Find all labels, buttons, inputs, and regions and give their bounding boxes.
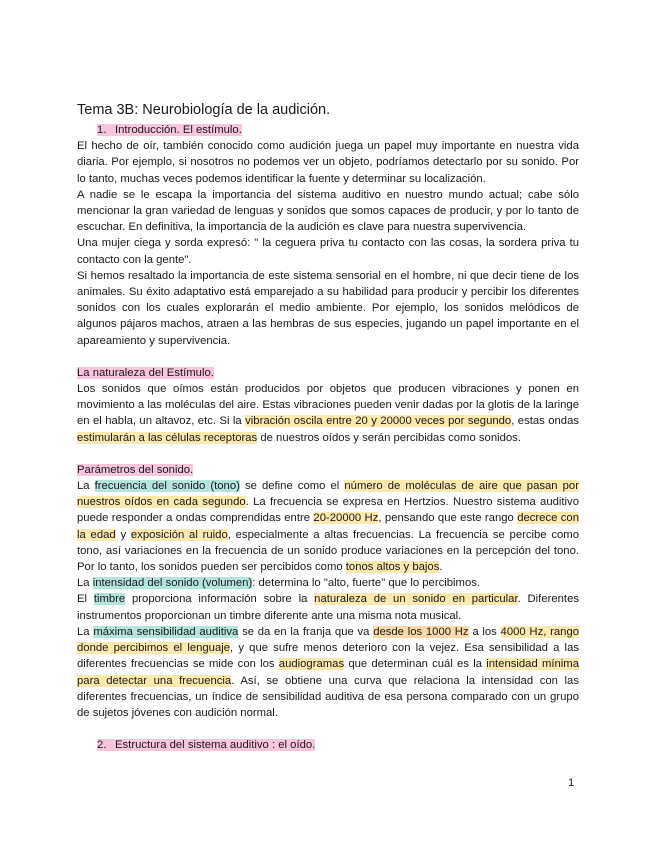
intro-paragraph-3: Una mujer ciega y sorda expresó: " la ceguera priva tu contacto con las cosas, la sordera priva tu contacto con la gente".	[77, 237, 579, 266]
intro-paragraph-2: A nadie se le escapa la importancia del sistema auditivo en nuestro mundo actual; cabe sólo mencionar la gran variedad de lenguas y sonidos que somos capaces de producir, y por lo tanto de escuchar. En definitiva, la importancia de la audición es clave para nuestra supervivencia.	[77, 188, 579, 234]
paragraph-naturaleza: Los sonidos que oímos están producidos por objetos que producen vibraciones y ponen en movimiento a las moléculas del aire. Estas vibraciones pueden venir dadas por la glotis de la laringe en el habla, un altavoz, etc. Si la vibración oscila entre 20 y 20000 veces por segundo, estas ondas estimularán a las células receptoras de nuestros oídos y serán percibidas como sonidos.	[77, 383, 579, 444]
section-number: 2.	[97, 739, 107, 752]
highlight: exposición al ruido	[130, 528, 228, 541]
highlight: timbre	[93, 593, 126, 606]
subheading-naturaleza: La naturaleza del Estímulo.	[77, 366, 214, 379]
highlight: intensidad mínima para detectar una frecuencia	[77, 658, 579, 687]
highlight: audiogramas	[278, 658, 345, 671]
highlight: estimularán a las células receptoras	[77, 431, 258, 444]
intro-paragraph-1: El hecho de oír, también conocido como audición juega un papel muy importante en nuestra vida diaria. Por ejemplo, si nosotros no podemos ver un objeto, podríamos detectarlo por su sonido. Por lo tanto, muchas veces podemos identificar la fuente y determinar su localización.	[77, 140, 579, 185]
section-number: 1.	[97, 124, 107, 136]
highlight: intensidad del sonido (volumen)	[92, 577, 253, 590]
subheading-parametros: Parámetros del sonido.	[77, 463, 194, 476]
section-heading-2	[97, 737, 579, 753]
paragraph-sensibilidad: La máxima sensibilidad auditiva se da en la franja que va desde los 1000 Hz a los 4000 Hz, rango donde percibimos el lenguaje, y que sufre menos deterioro con la vejez. Esa sensibilidad a las diferentes frecuencias se mide con los audiogramas que determinan cuál es la intensidad mínima para detectar una frecuencia. Así, se obtiene una curva que relaciona la intensidad con las diferentes frecuencias, un índice de sensibilidad auditiva de esa persona comparado con un grupo de sujetos jóvenes con audición normal.	[77, 625, 580, 719]
section-label: Introducción. El estímulo.	[115, 124, 242, 136]
highlight: decrece con la edad	[77, 512, 580, 541]
highlight: vibración oscila entre 20 y 20000 veces por segundo	[245, 415, 512, 428]
paragraph-intensidad: La intensidad del sonido (volumen): determina lo "alto, fuerte" que lo percibimos.	[77, 577, 481, 590]
intro-paragraph-4: Si hemos resaltado la importancia de este sistema sensorial en el hombre, ni que decir tiene de los animales. Su éxito adaptativo está emparejado a su habilidad para producir y percibir los diferentes sonidos con los cuales explorarán el medio ambiente. Por ejemplo, los sonidos melódicos de algunos pájaros machos, atraen a las hembras de sus especies, jugando un papel importante en el apareamiento y supervivencia.	[77, 269, 579, 347]
highlight: frecuencia del sonido (tono)	[94, 480, 240, 493]
page-number: 1	[568, 777, 575, 789]
page-title: Tema 3B: Neurobiología de la audición.	[77, 102, 331, 118]
document-body	[77, 101, 579, 753]
paragraph-timbre: El timbre proporciona información sobre la naturaleza de un sonido en particular. Diferentes instrumentos proporcionan un timbre diferente ante una misma nota musical.	[77, 593, 580, 622]
section-label: Estructura del sistema auditivo : el oído.	[115, 739, 316, 752]
highlight: tonos altos y bajos	[345, 561, 440, 574]
highlight: desde los 1000 Hz	[373, 625, 469, 638]
highlight: 4000 Hz, rango donde percibimos el lenguaje	[77, 625, 580, 655]
highlight: 20-20000 Hz	[313, 512, 379, 525]
paragraph-frecuencia: La frecuencia del sonido (tono) se define como el número de moléculas de aire que pasan por nuestros oídos en cada segundo. La frecuencia se expresa en Hertzios. Nuestro sistema auditivo puede responder a ondas comprendidas entre 20-20000 Hz, pensando que este rango decrece con la edad y exposición al ruido, especialmente a altas frecuencias. La frecuencia se percibe como tono, así variaciones en la frecuencia de un sonido produce variaciones en la percepción del tono. Por lo tanto, los sonidos pueden ser percibidos como tonos altos y bajos.	[77, 480, 580, 574]
highlight: número de moléculas de aire que pasan por nuestros oídos en cada segundo	[77, 480, 579, 509]
highlight: máxima sensibilidad auditiva	[93, 625, 239, 638]
section-heading-1	[97, 122, 579, 138]
highlight: naturaleza de un sonido en particular	[314, 593, 518, 606]
